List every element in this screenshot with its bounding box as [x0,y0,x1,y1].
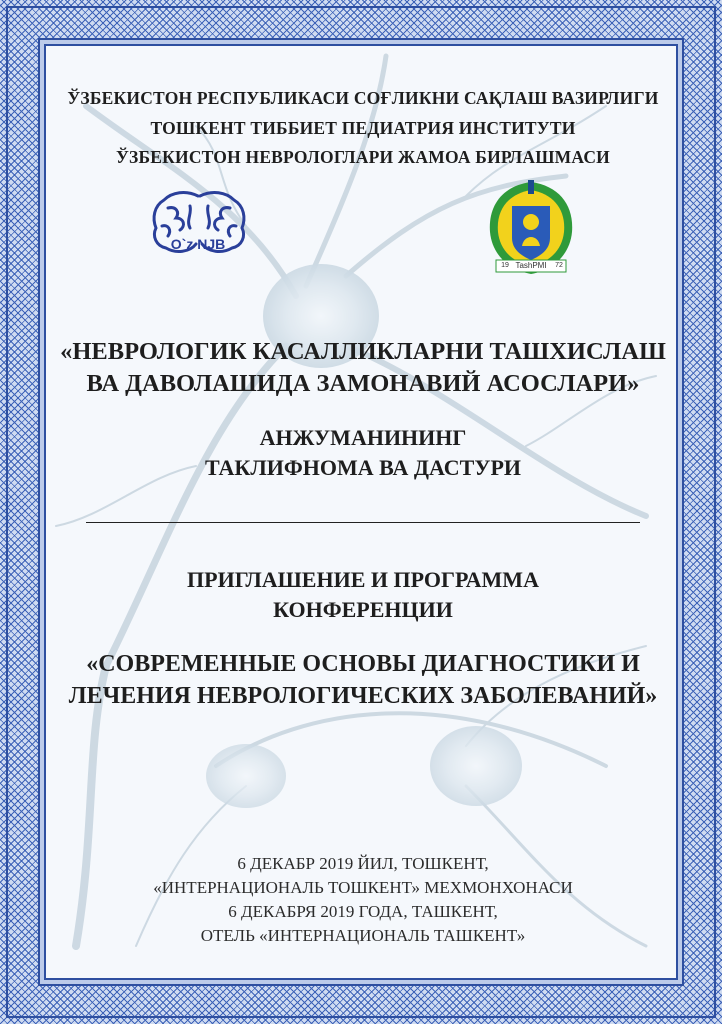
ozn-jb-logo-text: O`z NJB [170,236,226,252]
emblem-year-right: 72 [555,262,563,269]
emblem-year-left: 19 [501,262,509,269]
header-association: ЎЗБЕКИСТОН НЕВРОЛОГЛАРИ ЖАМОА БИРЛАШМАСИ [116,147,610,167]
emblem-text: TashPMI [515,261,547,270]
event-date-uz: 6 ДЕКАБР 2019 ЙИЛ, ТОШКЕНТ, [237,854,489,873]
event-date-ru: 6 ДЕКАБРЯ 2019 ГОДА, ТАШКЕНТ, [228,902,498,921]
title-ru-line1: «СОВРЕМЕННЫЕ ОСНОВЫ ДИАГНОСТИКИ И [86,651,640,677]
subtitle-uz-line2: ТАКЛИФНОМА ВА ДАСТУРИ [204,455,522,480]
section-divider [86,522,640,523]
subtitle-ru-line1: ПРИГЛАШЕНИЕ И ПРОГРАММА [187,567,539,592]
title-ru-line2: ЛЕЧЕНИЯ НЕВРОЛОГИЧЕСКИХ ЗАБОЛЕВАНИЙ» [68,683,658,709]
header-institute: ТОШКЕНТ ТИББИЕТ ПЕДИАТРИЯ ИНСТИТУТИ [150,118,576,138]
title-uz-line2: ВА ДАВОЛАШИДА ЗАМОНАВИЙ АСОСЛАРИ» [86,370,640,397]
event-venue-uz: «ИНТЕРНАЦИОНАЛЬ ТОШКЕНТ» МЕХМОНХОНАСИ [153,878,573,897]
content-area [46,46,678,980]
subtitle-uz-line1: АНЖУМАНИНИНГ [259,425,467,450]
title-uz-line1: «НЕВРОЛОГИК КАСАЛЛИКЛАРНИ ТАШХИСЛАШ [60,338,666,365]
inner-frame [44,44,678,980]
event-venue-ru: ОТЕЛЬ «ИНТЕРНАЦИОНАЛЬ ТАШКЕНТ» [200,926,526,945]
ozn-jb-logo [146,186,250,264]
header-ministry: ЎЗБЕКИСТОН РЕСПУБЛИКАСИ СОҒЛИКНИ САҚЛАШ ВАЗИРЛИГИ [67,88,659,108]
subtitle-ru-line2: КОНФЕРЕНЦИИ [273,597,453,622]
brain-icon [146,186,250,264]
tashpmi-logo [482,176,580,280]
